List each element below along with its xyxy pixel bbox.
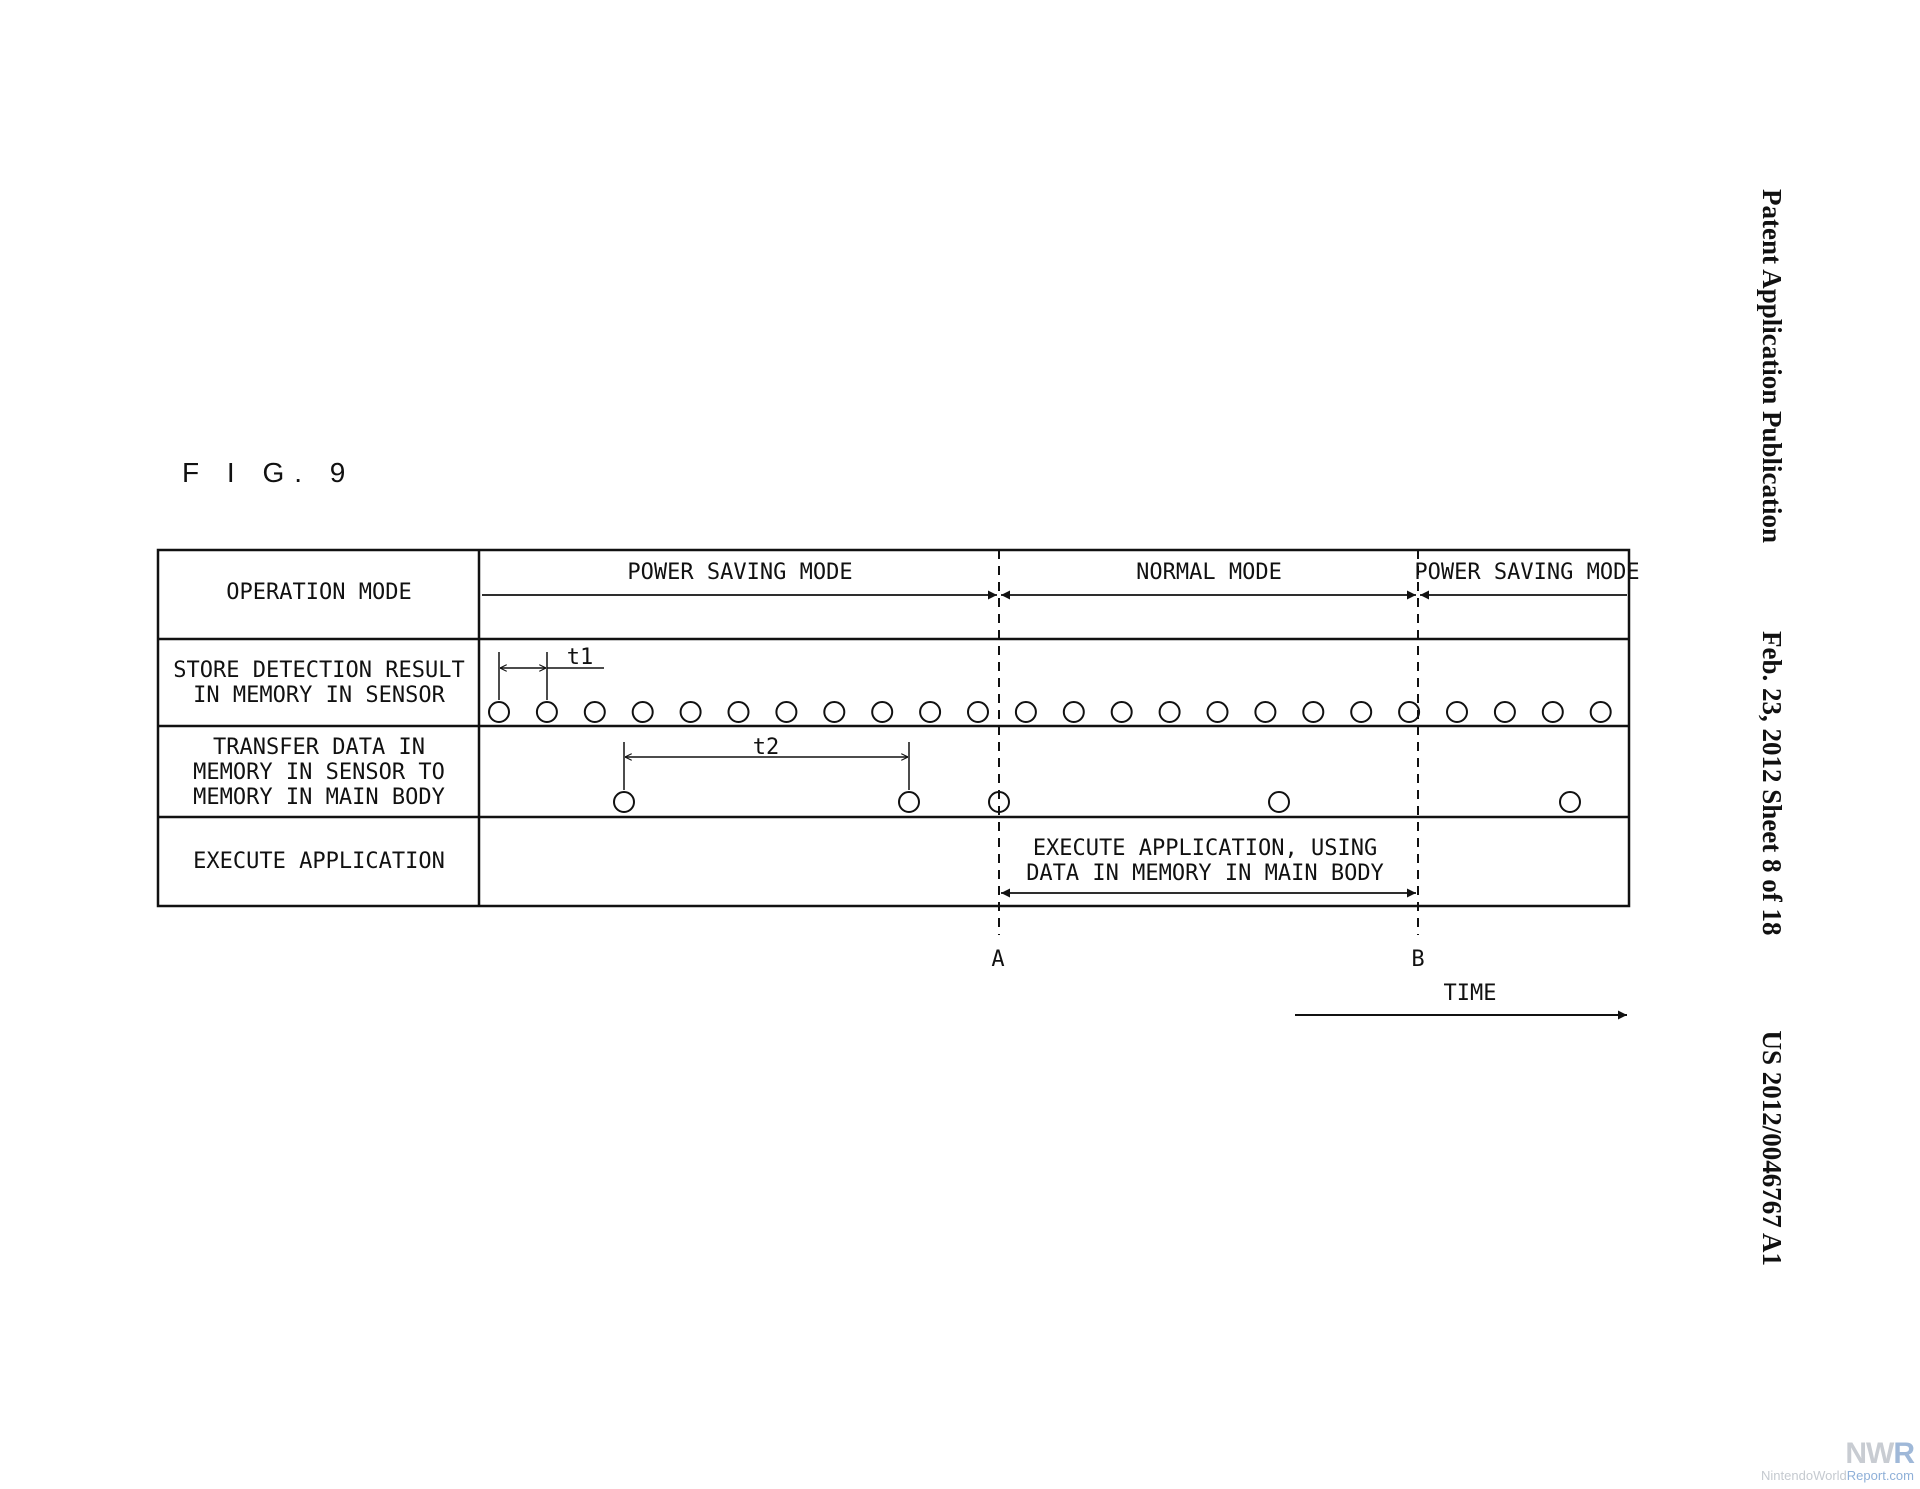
patent-header <box>1735 189 1795 1289</box>
svg-text:DATA IN MEMORY IN MAIN BODY: DATA IN MEMORY IN MAIN BODY <box>1026 861 1384 886</box>
store-sample-circle <box>1399 702 1419 722</box>
store-sample-circle <box>1351 702 1371 722</box>
marker-b-label: B <box>1411 947 1425 972</box>
mode-label-power-saving-2: POWER SAVING MODE <box>1414 560 1640 585</box>
store-sample-circle <box>1160 702 1180 722</box>
figure-label: F I G. 9 <box>182 457 356 488</box>
svg-text:MEMORY IN MAIN BODY: MEMORY IN MAIN BODY <box>193 785 445 810</box>
store-sample-circle <box>920 702 940 722</box>
interval-t1-label: t1 <box>566 645 594 670</box>
publication-type: Patent Application Publication <box>1757 189 1787 544</box>
svg-text:STORE DETECTION RESULT: STORE DETECTION RESULT <box>173 658 465 683</box>
store-sample-circle <box>1495 702 1515 722</box>
transfer-sample-circle <box>614 792 634 812</box>
transfer-samples <box>614 792 1580 812</box>
store-sample-circle <box>1591 702 1611 722</box>
marker-a-label: A <box>991 947 1005 972</box>
store-sample-circle <box>633 702 653 722</box>
watermark-logo: NWR <box>1845 1437 1914 1470</box>
svg-text:EXECUTE APPLICATION, USING: EXECUTE APPLICATION, USING <box>1032 836 1378 861</box>
store-sample-circle <box>968 702 988 722</box>
store-sample-circle <box>1112 702 1132 722</box>
mode-label-power-saving-1: POWER SAVING MODE <box>627 560 853 585</box>
store-sample-circle <box>1255 702 1275 722</box>
transfer-sample-circle <box>1560 792 1580 812</box>
execute-note <box>1026 836 1384 886</box>
store-sample-circle <box>872 702 892 722</box>
row-header-transfer-data <box>193 735 445 810</box>
publication-date-sheet: Feb. 23, 2012 Sheet 8 of 18 <box>1757 631 1787 936</box>
store-sample-circle <box>1543 702 1563 722</box>
mode-label-normal: NORMAL MODE <box>1136 560 1282 585</box>
time-label: TIME <box>1443 981 1497 1006</box>
watermark <box>1761 1439 1914 1483</box>
store-sample-circle <box>776 702 796 722</box>
store-sample-circle <box>1208 702 1228 722</box>
store-sample-circle <box>1303 702 1323 722</box>
svg-text:IN MEMORY IN SENSOR: IN MEMORY IN SENSOR <box>193 683 445 708</box>
svg-text:EXECUTE APPLICATION: EXECUTE APPLICATION <box>193 849 445 874</box>
store-sample-circle <box>585 702 605 722</box>
store-sample-circle <box>1064 702 1084 722</box>
store-sample-circle <box>824 702 844 722</box>
transfer-sample-circle <box>899 792 919 812</box>
row-header-operation-mode <box>226 580 411 605</box>
store-sample-circle <box>729 702 749 722</box>
store-detection-samples <box>489 702 1611 722</box>
row-header-store-detection <box>173 658 464 708</box>
store-sample-circle <box>489 702 509 722</box>
store-sample-circle <box>681 702 701 722</box>
svg-text:MEMORY IN SENSOR TO: MEMORY IN SENSOR TO <box>193 760 445 785</box>
store-sample-circle <box>1016 702 1036 722</box>
publication-number: US 2012/0046767 A1 <box>1757 1030 1787 1267</box>
row-header-execute-application <box>193 849 445 874</box>
watermark-site: NintendoWorldReport.com <box>1761 1468 1914 1483</box>
svg-text:OPERATION MODE: OPERATION MODE <box>226 580 412 605</box>
store-sample-circle <box>1447 702 1467 722</box>
interval-t2-label: t2 <box>752 735 780 760</box>
store-sample-circle <box>537 702 557 722</box>
patent-header-text <box>1756 189 1787 1266</box>
transfer-sample-circle <box>1269 792 1289 812</box>
svg-text:TRANSFER DATA IN: TRANSFER DATA IN <box>213 735 425 760</box>
